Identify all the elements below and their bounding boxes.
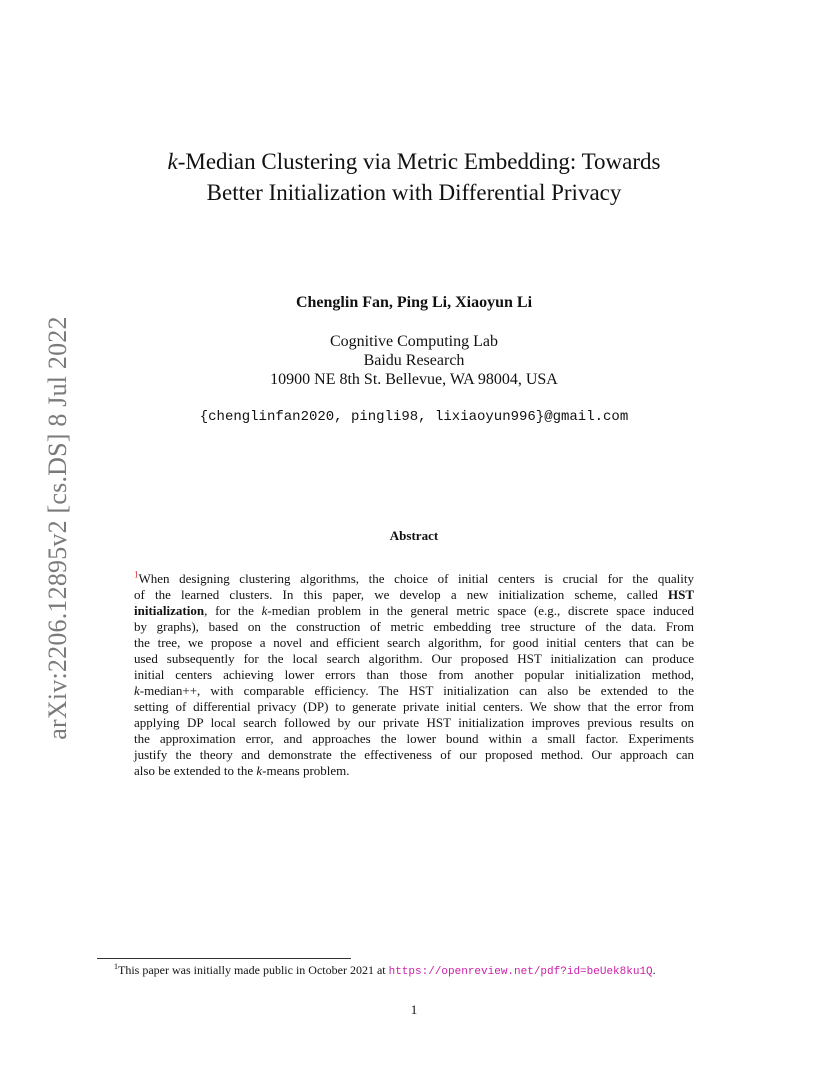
affiliation-address: 10900 NE 8th St. Bellevue, WA 98004, USA: [270, 371, 558, 388]
affiliation: [0, 332, 828, 389]
page-number: 1: [410, 1002, 418, 1017]
footnote-link[interactable]: https://openreview.net/pdf?id=beUek8ku1Q: [388, 966, 653, 978]
abstract-line: applying DP local search followed by our private HST initialization improves previous results on: [134, 715, 694, 730]
footnote-text: This paper was initially made public in October 2021 at: [118, 963, 386, 977]
abstract-line: initialization, for the k-median problem in the general metric space (e.g., discrete space induced: [134, 603, 695, 618]
abstract-line: used subsequently for the local search algorithm. Our proposed HST initialization can produce: [134, 651, 694, 666]
footnote-divider: [97, 958, 351, 959]
title-line2: Better Initialization with Differential Privacy: [206, 180, 622, 205]
abstract-body: [134, 571, 694, 779]
author-email: {chenglinfan2020, pingli98, lixiaoyun996}@gmail.com: [199, 409, 629, 425]
author-list: Chenglin Fan, Ping Li, Xiaoyun Li: [295, 294, 533, 311]
abstract-line: k-median++, with comparable efficiency. The HST initialization can also be extended to the: [134, 683, 694, 698]
abstract-line: initial centers achieving lower errors than those from another popular initialization method,: [134, 667, 694, 682]
title-line1: -Median Clustering via Metric Embedding: Towards: [177, 149, 661, 174]
abstract-line: setting of differential privacy (DP) to generate private initial centers. We show that the error from: [134, 699, 694, 714]
paper-title: [100, 146, 728, 208]
abstract-line: justify the theory and demonstrate the effectiveness of our proposed method. Our approach can: [134, 747, 694, 762]
abstract-line: $^1$When designing clustering algorithms, the choice of initial centers is crucial for the quality: [134, 569, 694, 586]
abstract-heading: Abstract: [389, 528, 439, 543]
initialization-bold: initialization: [134, 603, 205, 618]
abstract-line: of the learned clusters. In this paper, we develop a new initialization scheme, called HST: [134, 587, 695, 602]
affiliation-org: Baidu Research: [363, 352, 465, 369]
title-k: k: [167, 149, 178, 174]
abstract-line: the approximation error, and approaches the lower bound within a small factor. Experiments: [134, 731, 694, 746]
footnote-marker[interactable]: 1: [134, 569, 139, 580]
footnote: $^1$This paper was initially made public in October 2021 at https://openreview.net/pdf?id=beUek8ku1Q.: [114, 962, 656, 978]
affiliation-lab: Cognitive Computing Lab: [330, 333, 498, 350]
hst-bold: HST: [668, 587, 695, 602]
abstract-line: the tree, we propose a novel and efficient search algorithm, for good initial centers that can be: [134, 635, 694, 650]
abstract-line: also be extended to the k-means problem.: [134, 763, 350, 778]
arxiv-identifier: arXiv:2206.12895v2 [cs.DS] 8 Jul 2022: [43, 316, 72, 740]
footnote-number: 1: [114, 962, 118, 971]
abstract-line: by graphs), based on the construction of metric embedding tree structure of the data. From: [134, 619, 694, 634]
